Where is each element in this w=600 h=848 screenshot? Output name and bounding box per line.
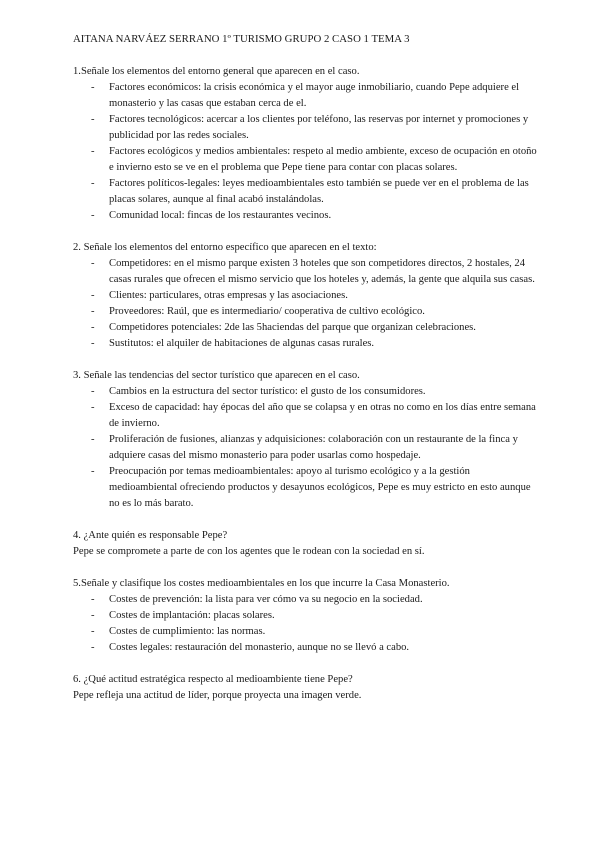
dash-marker: - xyxy=(91,114,95,125)
dash-marker: - xyxy=(91,258,95,269)
dash-marker: - xyxy=(91,338,95,349)
list-item-text: Factores políticos-legales: leyes medioambientales esto también se puede ver en el problema de las placas solares, aunque al final acabó instalándolas. xyxy=(109,178,529,205)
list-item xyxy=(91,400,540,432)
list-item xyxy=(91,464,540,512)
answer-6: Pepe refleja una actitud de líder, porque proyecta una imagen verde. xyxy=(73,690,362,701)
list-item-text: Factores tecnológicos: acercar a los clientes por teléfono, las reservas por internet y promociones y publicidad por las redes sociales. xyxy=(109,114,529,141)
question-2: 2. Señale los elementos del entorno específico que aparecen en el texto: xyxy=(73,242,377,253)
dash-marker: - xyxy=(91,626,95,637)
dash-marker: - xyxy=(91,290,95,301)
section-6 xyxy=(73,672,540,704)
section-2 xyxy=(73,240,540,352)
dash-marker: - xyxy=(91,402,95,413)
section-5 xyxy=(73,576,540,656)
list-item-text: Costes de implantación: placas solares. xyxy=(109,610,275,621)
answer-4: Pepe se compromete a parte de con los agentes que le rodean con la sociedad en sí. xyxy=(73,546,425,557)
list-item-text: Exceso de capacidad: hay épocas del año que se colapsa y en otras no como en los días entre semana de invierno. xyxy=(109,402,536,429)
question-6: 6. ¿Qué actitud estratégica respecto al medioambiente tiene Pepe? xyxy=(73,674,353,685)
question-5: 5.Señale y clasifique los costes medioambientales en los que incurre la Casa Monasterio. xyxy=(73,578,450,589)
dash-marker: - xyxy=(91,146,95,157)
bullet-list-3 xyxy=(73,384,540,512)
dash-marker: - xyxy=(91,322,95,333)
list-item-text: Competidores: en el mismo parque existen 3 hoteles que son competidores directos, 2 hostales, 24 casas rurales que ofrecen el mismo servicio que los hoteles y, además, la gente que alquila sus casas. xyxy=(109,258,535,285)
list-item xyxy=(91,624,540,640)
list-item xyxy=(91,384,540,400)
dash-marker: - xyxy=(91,178,95,189)
list-item-text: Cambios en la estructura del sector turístico: el gusto de los consumidores. xyxy=(109,386,426,397)
list-item-text: Comunidad local: fincas de los restaurantes vecinos. xyxy=(109,210,332,221)
list-item xyxy=(91,608,540,624)
list-item-text: Proveedores: Raúl, que es intermediario/ cooperativa de cultivo ecológico. xyxy=(109,306,425,317)
list-item-text: Clientes: particulares, otras empresas y las asociaciones. xyxy=(109,290,348,301)
dash-marker: - xyxy=(91,594,95,605)
list-item-text: Sustitutos: el alquiler de habitaciones de algunas casas rurales. xyxy=(109,338,375,349)
list-item-text: Preocupación por temas medioambientales: apoyo al turismo ecológico y a la gestión medioambiental ofreciendo productos y desayunos ecológicos, Pepe es muy estricto en esto aunque no es lo más barato. xyxy=(109,466,531,509)
list-item-text: Costes de prevención: la lista para ver cómo va su negocio en la sociedad. xyxy=(109,594,423,605)
list-item xyxy=(91,320,540,336)
section-4 xyxy=(73,528,540,560)
dash-marker: - xyxy=(91,610,95,621)
dash-marker: - xyxy=(91,210,95,221)
list-item xyxy=(91,288,540,304)
bullet-list-1 xyxy=(73,80,540,224)
list-item-text: Costes de cumplimiento: las normas. xyxy=(109,626,266,637)
list-item xyxy=(91,640,540,656)
list-item-text: Factores ecológicos y medios ambientales: respeto al medio ambiente, exceso de ocupación en otoño e invierno esto se ve en el problema que Pepe tiene para contar con placas solares. xyxy=(109,146,537,173)
document-header: AITANA NARVÁEZ SERRANO 1º TURISMO GRUPO 2 CASO 1 TEMA 3 xyxy=(73,33,410,45)
list-item xyxy=(91,112,540,144)
list-item xyxy=(91,144,540,176)
section-3 xyxy=(73,368,540,512)
list-item-text: Proliferación de fusiones, alianzas y adquisiciones: colaboración con un restaurante de la finca y adquiere casas del mismo monasterio para poder usarlas como hospedaje. xyxy=(109,434,518,461)
section-1 xyxy=(73,64,540,224)
question-3: 3. Señale las tendencias del sector turístico que aparecen en el caso. xyxy=(73,370,360,381)
list-item xyxy=(91,208,540,224)
dash-marker: - xyxy=(91,642,95,653)
list-item xyxy=(91,256,540,288)
list-item xyxy=(91,80,540,112)
list-item-text: Competidores potenciales: 2de las 5haciendas del parque que organizan celebraciones. xyxy=(109,322,476,333)
list-item xyxy=(91,176,540,208)
list-item-text: Factores económicos: la crisis económica y el mayor auge inmobiliario, cuando Pepe adquiere el monasterio y las casas que estaban cerca de el. xyxy=(109,82,520,109)
list-item xyxy=(91,336,540,352)
list-item xyxy=(91,592,540,608)
question-4: 4. ¿Ante quién es responsable Pepe? xyxy=(73,530,228,541)
dash-marker: - xyxy=(91,82,95,93)
dash-marker: - xyxy=(91,466,95,477)
list-item xyxy=(91,304,540,320)
question-1: 1.Señale los elementos del entorno general que aparecen en el caso. xyxy=(73,66,360,77)
dash-marker: - xyxy=(91,306,95,317)
list-item-text: Costes legales: restauración del monasterio, aunque no se llevó a cabo. xyxy=(109,642,410,653)
dash-marker: - xyxy=(91,386,95,397)
list-item xyxy=(91,432,540,464)
bullet-list-5 xyxy=(73,592,540,656)
dash-marker: - xyxy=(91,434,95,445)
bullet-list-2 xyxy=(73,256,540,352)
